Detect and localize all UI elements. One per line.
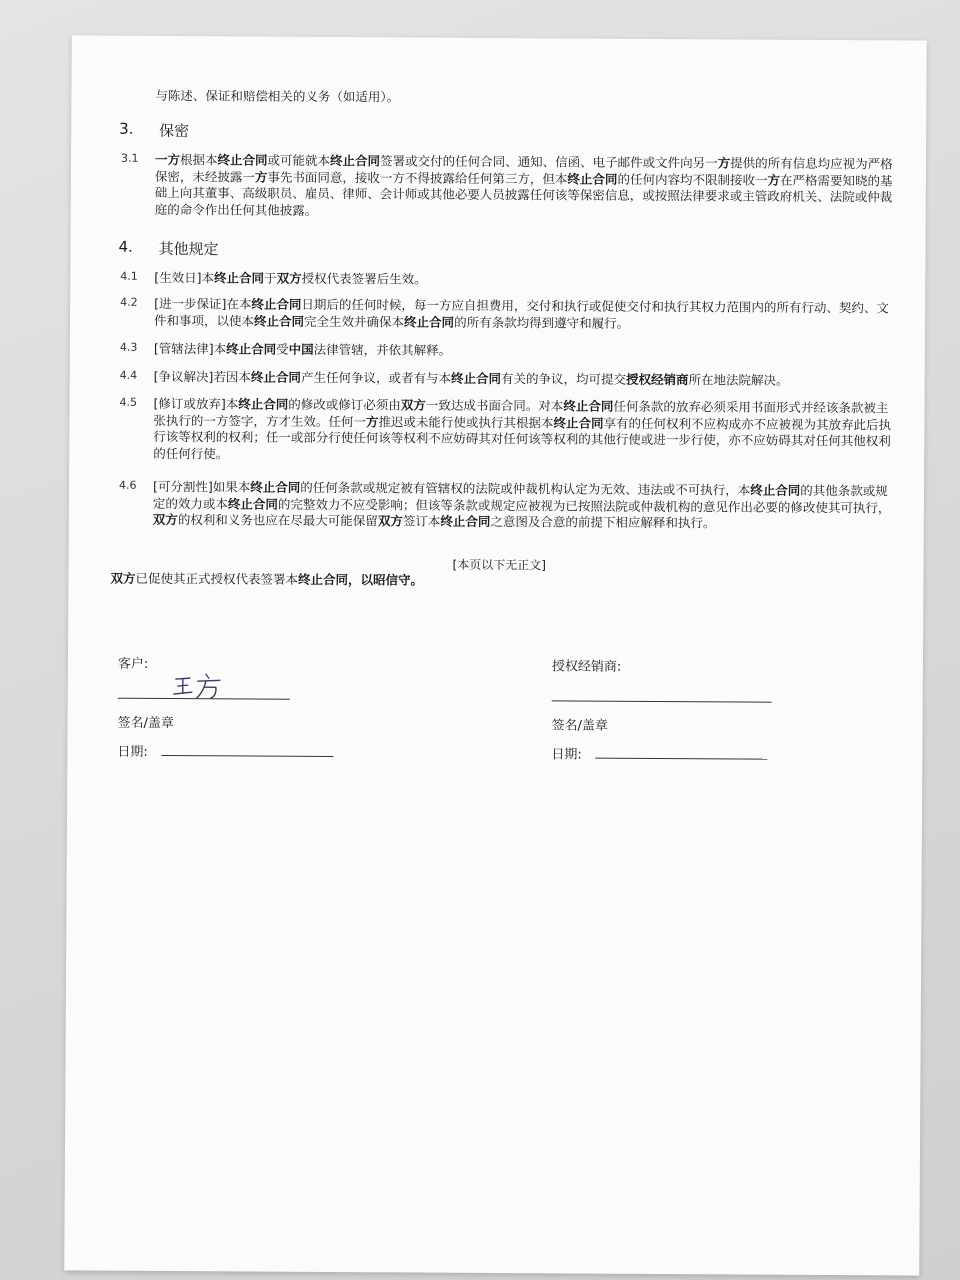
dealer-label: 授权经销商: [551,659,622,675]
customer-label: 客户: [117,656,149,672]
clause-text: 的修改或修订必须由 [288,396,401,413]
clause-text: [可分割性]如果本 [152,478,251,495]
clause-4-5 [119,395,892,462]
clause-text: 于 [264,270,277,286]
clause-text: 的所有条款均得到遵守和履行。 [454,314,630,331]
bold-term: 终止合同 [238,396,289,412]
bold-term: 一方 [154,151,181,168]
clause-number: 4.6 [118,478,137,492]
bold-term: 终止合同 [217,152,268,168]
clause-text: 授权代表签署后生效。 [301,270,427,287]
dealer-signature-line[interactable] [552,700,772,702]
bold-term: 方 [717,155,731,171]
intro-text: 与陈述、保证和赔偿相关的义务（如适用）。 [155,87,400,105]
clause-number: 3.1 [120,151,139,165]
customer-sign-seal-label: 签名/盖章 [117,715,175,732]
clause-text: 签订本 [402,513,441,529]
section-4-number: 4. [118,237,133,256]
clause-4-6 [118,478,891,531]
handwritten-signature [170,671,230,701]
clause-text: 签署或交付的任何合同、通知、信函、电子邮件或文件向另一 [380,153,718,171]
clause-4-1 [120,269,890,287]
clause-text: 一致达成书面合同。对本 [425,397,564,414]
bold-term: 双方 [400,397,426,413]
bold-term: 终止合同 [226,341,277,357]
clause-body [154,270,894,291]
clause-text: 提供的所有信息均应视为严格保密，未经披露一 [154,155,893,185]
clause-number: 4.1 [120,269,138,283]
bold-term: 终止合同 [404,314,455,330]
bold-term: 终止合同 [450,370,502,387]
bold-term: 终止合同 [251,296,302,312]
section-3-number: 3. [119,119,134,138]
clause-body [155,152,895,223]
clause-text: 推迟或未能行使或执行其根据本 [378,413,554,430]
section-4-title: 其他规定 [158,239,219,259]
clause-body [154,296,894,334]
bold-term: 双方 [276,270,302,286]
clause-text: 的任何内容均不限制接收一 [617,171,768,188]
clause-text: 之意图及合意的前提下相应解释和执行。 [490,514,716,531]
clause-text: 所在地法院解决。 [688,372,789,388]
clause-text: 的完整效力不应受影响；但该等条款或规定应被视为已按照法院或仲裁机构的意见作出必要的修改使其可执行， [277,496,891,516]
bold-term: 终止合同 [553,414,604,431]
clause-body [153,396,893,467]
clause-text: 的其他条款或规定的效力或本 [152,482,888,511]
dealer-sign-seal-label: 签名/盖章 [551,718,609,734]
bold-term: 方 [254,169,268,185]
clause-4-3 [119,340,890,358]
bold-term: 终止合同 [440,513,491,530]
clause-text: 受 [276,341,289,357]
document-page [64,35,927,1275]
closing-text: 已促使其正式授权代表签署本 [135,570,299,587]
clause-number: 4.2 [120,295,138,309]
bold-term: 终止合同 [227,495,278,512]
clause-text: 根据本 [179,152,218,168]
clause-text: 日期后的任何时候，每一方应自担费用，交付和执行或促使交付和执行其权力范围内的所有行动、契约、文件和事项，以使本 [153,296,889,329]
clause-text: [生效日]本 [154,269,215,286]
clause-text: 的任何条款或规定被有管辖权的法院或仲裁机构认定为无效、违法或不可执行，本 [300,479,751,498]
clause-body [154,341,894,362]
clause-text: 事先书面同意，接收一方不得披露给任何第三方，但本 [267,169,568,187]
bold-term: 中国 [288,341,314,357]
clause-text: [修订或放弃]本 [153,395,239,412]
clause-text: 在严格需要知晓的基础上向其董事、高级职员、雇员、律师、会计师或其他必要人员披露任何该等保密信息，或按照法律要求或主管政府机关、法院或仲裁庭的命令作出任何其他披露。 [154,172,893,218]
clause-3-1 [120,151,893,218]
bold-term: 终止合同 [563,398,614,414]
bold-term: 方 [767,172,781,188]
bold-term: 终止合同 [750,482,801,498]
clause-text: 的权利和义务也应在尽最大可能保留 [177,512,378,529]
bold-term: 终止合同 [254,313,305,329]
bold-term: 双方 [152,512,178,528]
customer-date-line[interactable] [161,755,333,757]
bold-term: 双方 [377,513,403,529]
clause-text: [争议解决]若因本 [153,368,252,385]
clause-text: 完全生效并确保本 [304,313,405,330]
bold-term: 终止合同 [567,171,618,187]
clause-text: [进一步保证]在本 [154,295,252,312]
clause-text: 产生任何争议，或者有与本 [300,369,452,386]
section-3-title: 保密 [159,121,190,141]
closing-bold-parties: 双方 [110,570,136,586]
clause-text: [管辖法律]本 [153,340,227,357]
clause-body [154,369,894,390]
page-end-note: [本页以下无正文] [452,557,546,573]
clause-text: 或可能就本 [267,152,331,168]
clause-text: 任何条款的放弃必须采用书面形式并经该条款被主张执行的一方签字，方才生效。任何一 [153,398,889,429]
bold-term: 终止合同 [214,270,265,286]
clause-body [153,479,893,533]
clause-number: 4.4 [119,368,138,382]
clause-number: 4.5 [119,395,138,409]
clause-4-2 [120,295,890,331]
bold-term: 方 [365,413,379,429]
closing-bold-contract: 终止合同，以昭信守。 [297,571,424,588]
bold-term: 授权经销商 [625,371,689,388]
clause-text: 享有的任何权利不应构成亦不应被视为其放弃此后执行该等权利的权利；任一或部分行使任何该等权利不应妨碍其对任何该等权利的其他行使或进一步行使，亦不应妨碍其对任何其他权利的任何行使。 [153,415,892,462]
bold-term: 终止合同 [330,152,381,169]
customer-date-label: 日期: [117,744,148,760]
clause-4-4 [119,368,890,388]
dealer-date-line[interactable] [595,758,767,760]
clause-number: 4.3 [119,340,138,354]
closing-statement [110,569,423,589]
clause-text: 有关的争议，均可提交 [500,371,627,387]
clause-text: 法律管辖，并依其解释。 [313,341,452,358]
bold-term: 终止合同 [250,369,302,385]
bold-term: 终止合同 [250,479,301,495]
dealer-date-label: 日期: [551,747,582,763]
